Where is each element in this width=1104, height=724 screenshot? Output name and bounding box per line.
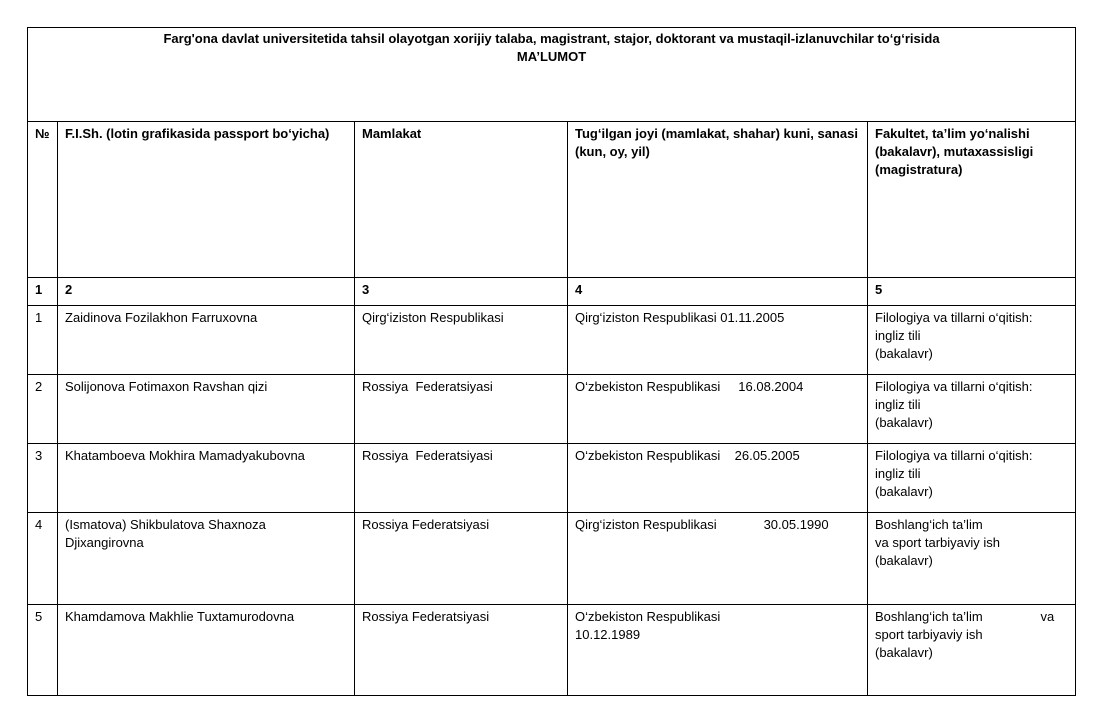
row-number: 2	[28, 375, 58, 444]
faculty-line: (bakalavr)	[875, 553, 933, 568]
row-number: 1	[28, 306, 58, 375]
student-birth: O‘zbekiston Respublikasi 10.12.1989	[568, 605, 868, 696]
student-name: Solijonova Fotimaxon Ravshan qizi	[58, 375, 355, 444]
student-birth: O‘zbekiston Respublikasi 26.05.2005	[568, 444, 868, 513]
column-number: 4	[568, 278, 868, 306]
document	[27, 27, 1075, 696]
table-row	[28, 444, 1076, 513]
table-row	[28, 605, 1076, 696]
student-name: (Ismatova) Shikbulatova Shaxnoza Djixangirovna	[58, 513, 355, 605]
faculty-line: ingliz tili	[875, 397, 921, 412]
student-birth: Qirg‘iziston Respublikasi 30.05.1990	[568, 513, 868, 605]
column-number: 3	[355, 278, 568, 306]
faculty-line: (bakalavr)	[875, 645, 933, 660]
student-birth: Qirg‘iziston Respublikasi 01.11.2005	[568, 306, 868, 375]
faculty-line: Filologiya va tillarni o‘qitish:	[875, 310, 1033, 325]
title-row	[28, 28, 1076, 122]
faculty-line: Filologiya va tillarni o‘qitish:	[875, 379, 1033, 394]
faculty-line: (bakalavr)	[875, 484, 933, 499]
row-number: 3	[28, 444, 58, 513]
faculty-line: Boshlang‘ich ta’lim	[875, 517, 983, 532]
student-country: Rossiya Federatsiyasi	[355, 513, 568, 605]
header-number: №	[28, 122, 58, 278]
title-line-2: MA’LUMOT	[516, 49, 587, 64]
student-faculty	[868, 444, 1076, 513]
row-number: 4	[28, 513, 58, 605]
row-number: 5	[28, 605, 58, 696]
header-country: Mamlakat	[355, 122, 568, 278]
header-row	[28, 122, 1076, 278]
header-full-name: F.I.Sh. (lotin grafikasida passport bo‘yicha)	[58, 122, 355, 278]
student-faculty	[868, 513, 1076, 605]
student-faculty	[868, 605, 1076, 696]
document-title	[28, 28, 1076, 122]
student-birth: O‘zbekiston Respublikasi 16.08.2004	[568, 375, 868, 444]
student-name: Khamdamova Makhlie Tuxtamurodovna	[58, 605, 355, 696]
faculty-line: sport tarbiyaviy ish	[875, 627, 983, 642]
column-number: 1	[28, 278, 58, 306]
column-number: 2	[58, 278, 355, 306]
student-country: Rossiya Federatsiyasi	[355, 444, 568, 513]
student-country: Rossiya Federatsiyasi	[355, 375, 568, 444]
student-faculty	[868, 375, 1076, 444]
student-name: Zaidinova Fozilakhon Farruxovna	[58, 306, 355, 375]
faculty-line: Filologiya va tillarni o‘qitish:	[875, 448, 1033, 463]
column-numbers-row	[28, 278, 1076, 306]
header-faculty: Fakultet, ta’lim yo‘nalishi (bakalavr), mutaxassisligi (magistratura)	[868, 122, 1076, 278]
table-row	[28, 306, 1076, 375]
faculty-line: Boshlang‘ich ta’lim va	[875, 609, 1055, 624]
table-row	[28, 375, 1076, 444]
faculty-line: ingliz tili	[875, 328, 921, 343]
faculty-line: (bakalavr)	[875, 415, 933, 430]
faculty-line: va sport tarbiyaviy ish	[875, 535, 1000, 550]
title-line-1: Farg'ona davlat universitetida tahsil olayotgan xorijiy talaba, magistrant, stajor, doktorant va mustaqil-izlanuvchilar to‘g‘risida	[163, 31, 940, 46]
students-table	[27, 27, 1076, 696]
faculty-line: (bakalavr)	[875, 346, 933, 361]
student-country: Qirg‘iziston Respublikasi	[355, 306, 568, 375]
student-name: Khatamboeva Mokhira Mamadyakubovna	[58, 444, 355, 513]
column-number: 5	[868, 278, 1076, 306]
student-faculty	[868, 306, 1076, 375]
faculty-line: ingliz tili	[875, 466, 921, 481]
student-country: Rossiya Federatsiyasi	[355, 605, 568, 696]
header-birth-place-date: Tug‘ilgan joyi (mamlakat, shahar) kuni, sanasi (kun, oy, yil)	[568, 122, 868, 278]
table-row	[28, 513, 1076, 605]
